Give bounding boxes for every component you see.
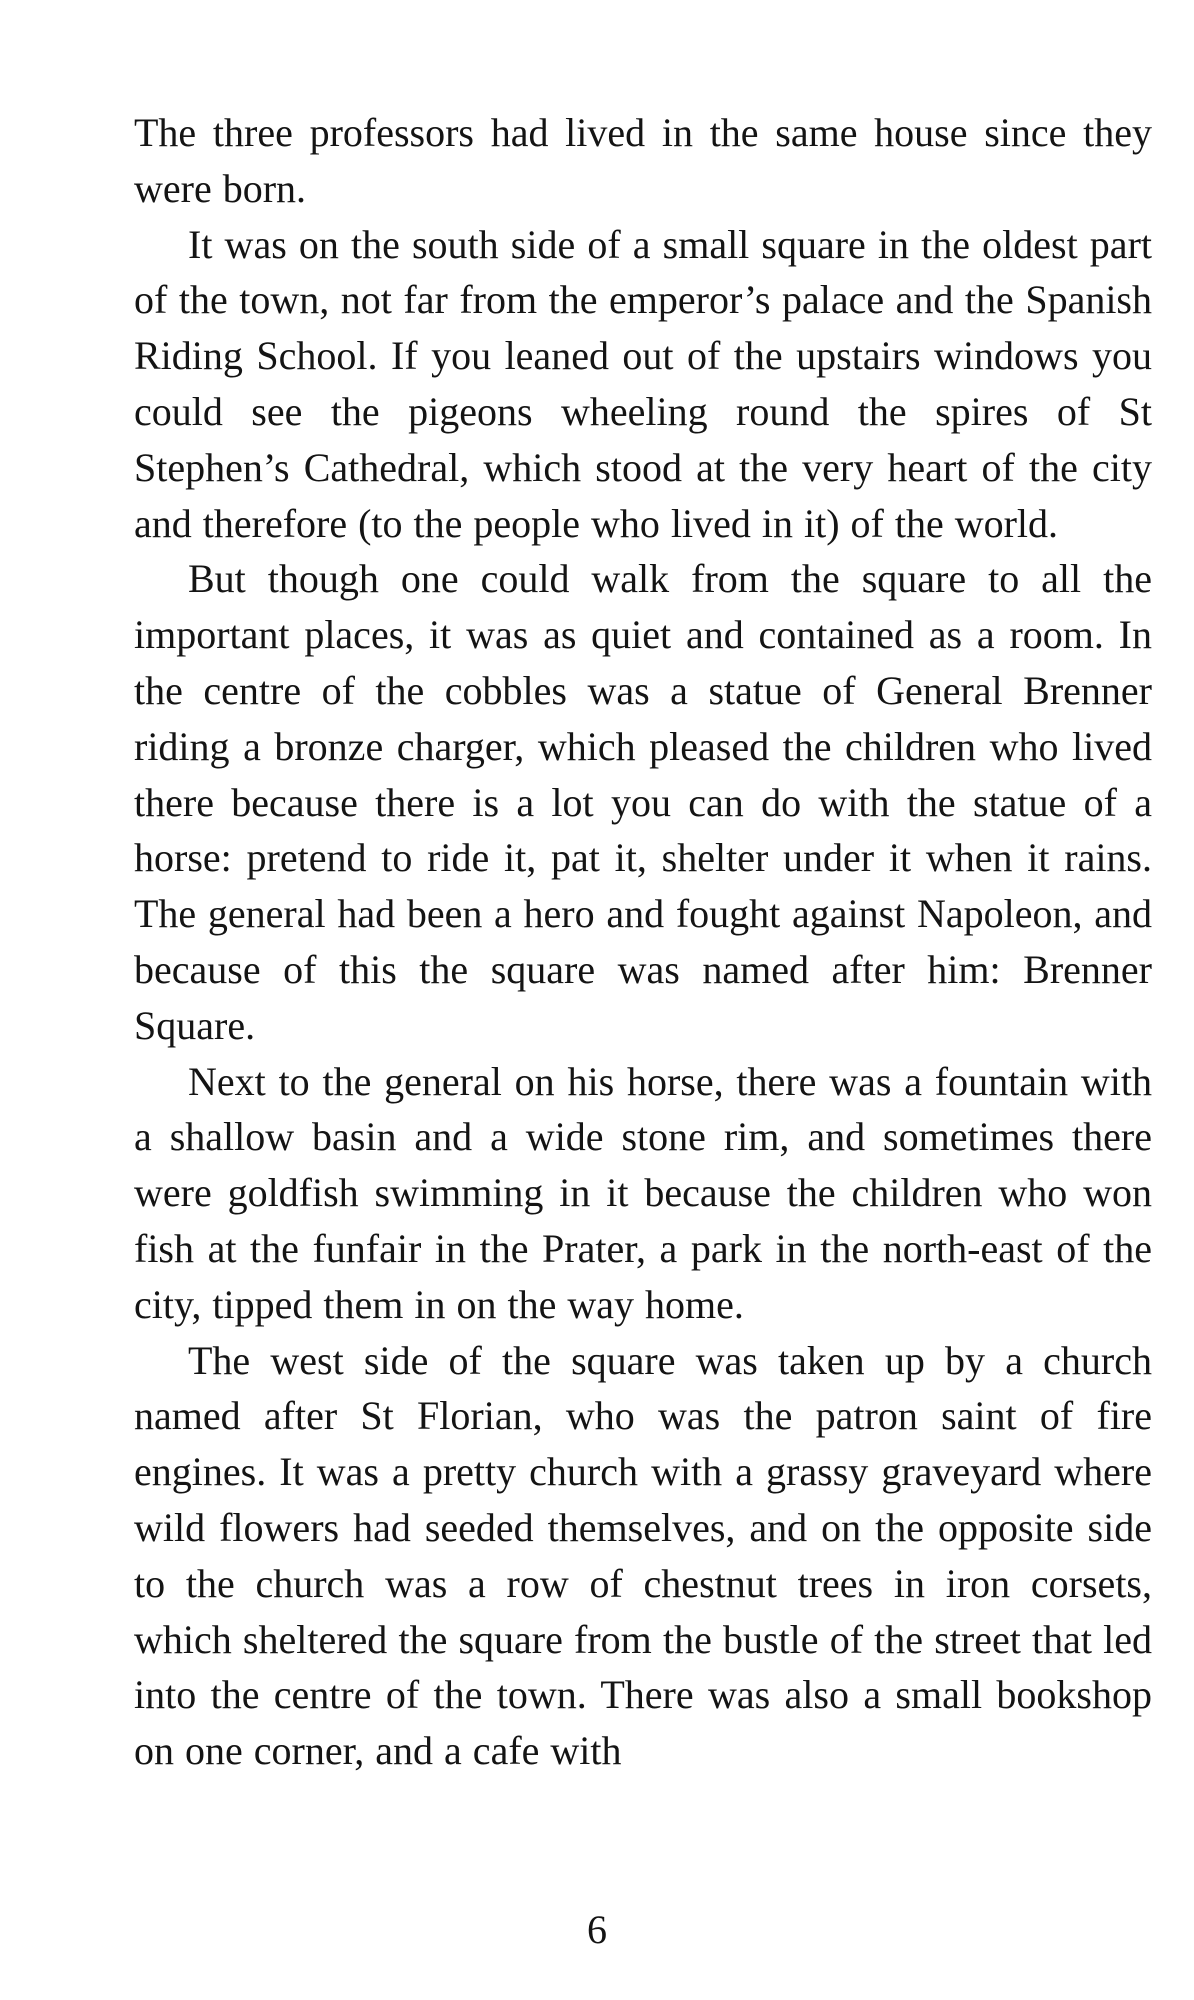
paragraph-4: Next to the general on his horse, there was a fountain with a shallow basin and a wide stone rim, and sometimes there were goldfish swimming in it because the children who won fish at the funfair in the Prater, a park in the north-east of the city, tipped them in on the way home. — [134, 1058, 1152, 1327]
paragraph-3: But though one could walk from the square to all the important places, it was as quiet and contained as a room. In the centre of the cobbles was a statue of General Brenner riding a bronze charger, which pleased the children who lived there because there is a lot you can do with the statue of a horse: pretend to ride it, pat it, shelter under it when it rains. The general had been a hero and fought against Napoleon, and because of this the square was named after him: Brenner Square. — [134, 556, 1152, 1048]
paragraph-2: It was on the south side of a small square in the oldest part of the town, not far from the emperor’s palace and the Spanish Riding School. If you leaned out of the upstairs windows you could see the pigeons wheeling round the spires of St Stephen’s Cathedral, which stood at the very heart of the city and therefore (to the people who lived in it) of the world. — [134, 221, 1152, 546]
page-number: 6 — [587, 1907, 607, 1952]
body-text — [134, 105, 1152, 1779]
paragraph-5: The west side of the square was taken up by a church named after St Florian, who was the patron saint of fire engines. It was a pretty church with a grassy graveyard where wild flowers had seeded themselves, and on the opposite side to the church was a row of chestnut trees in iron corsets, which sheltered the square from the bustle of the street that led into the centre of the town. There was also a small bookshop on one corner, and a cafe with — [134, 1337, 1152, 1774]
paragraph-1: The three professors had lived in the same house since they were born. — [134, 110, 1152, 211]
